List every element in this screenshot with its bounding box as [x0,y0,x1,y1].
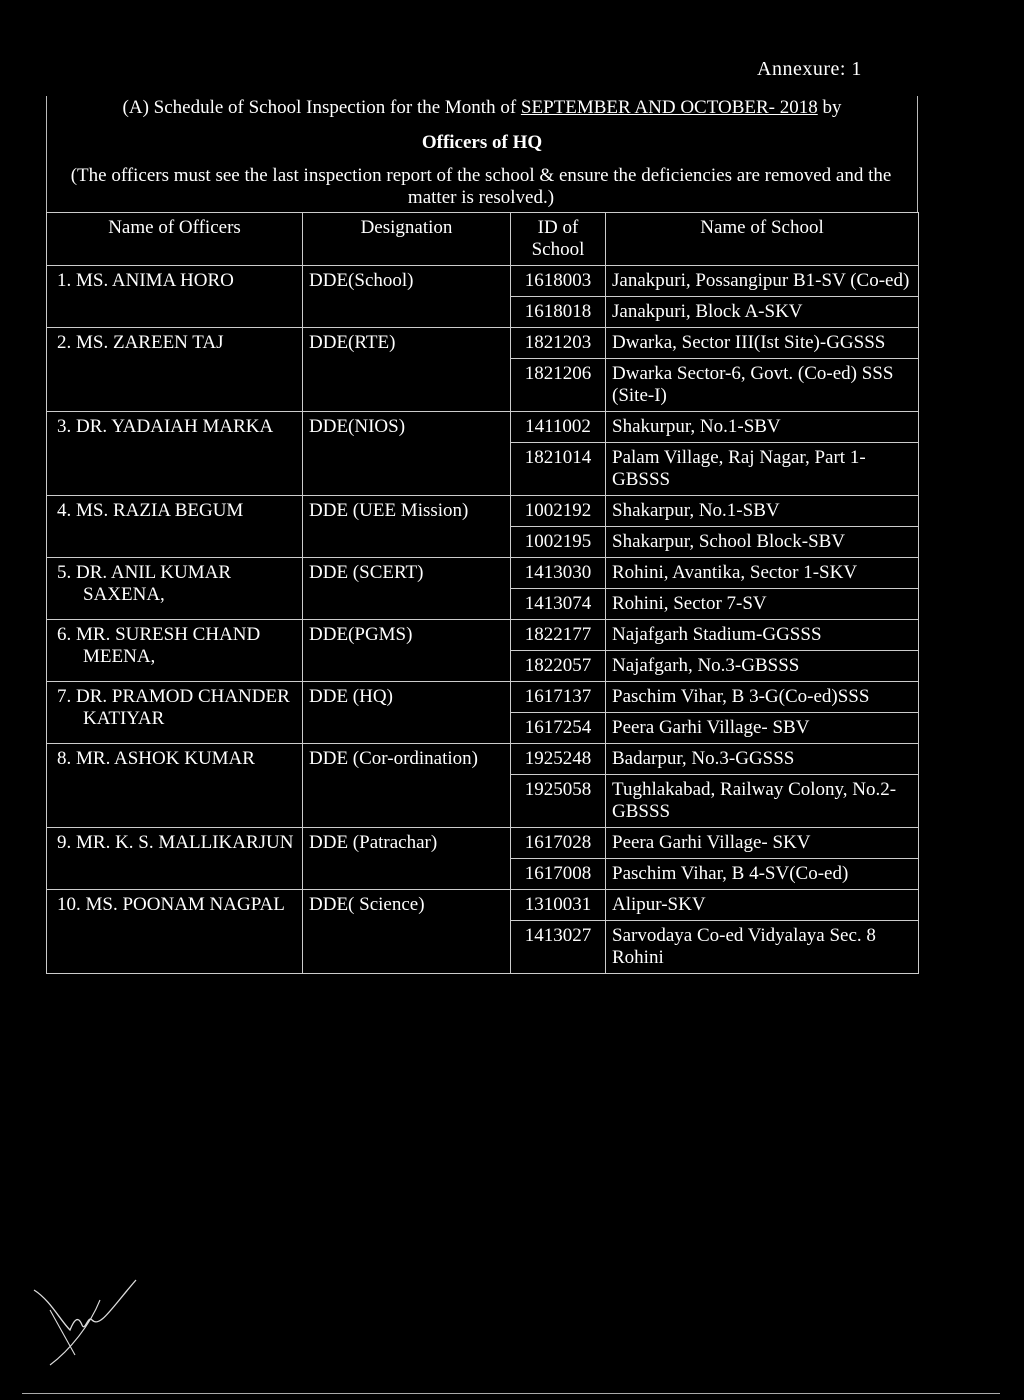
school-name: Peera Garhi Village- SKV [606,828,919,859]
school-id: 1618003 [511,266,606,297]
school-name: Paschim Vihar, B 3-G(Co-ed)SSS [606,682,919,713]
school-id: 1618018 [511,297,606,328]
school-name: Paschim Vihar, B 4-SV(Co-ed) [606,859,919,890]
school-id: 1821206 [511,359,606,412]
col-header-school-id: ID of School [511,213,606,266]
inspection-schedule-table [46,212,919,974]
table-row [47,620,919,651]
officer-name: 3. DR. YADAIAH MARKA [47,412,303,496]
school-id: 1617028 [511,828,606,859]
table-body [47,266,919,974]
school-name: Tughlakabad, Railway Colony, No.2-GBSSS [606,775,919,828]
school-id: 1413027 [511,921,606,974]
school-name: Alipur-SKV [606,890,919,921]
school-id: 1617137 [511,682,606,713]
school-name: Palam Village, Raj Nagar, Part 1-GBSSS [606,443,919,496]
table-row [47,266,919,297]
school-id: 1822057 [511,651,606,682]
school-name: Peera Garhi Village- SBV [606,713,919,744]
officer-designation: DDE (Patrachar) [303,828,511,890]
school-name: Janakpuri, Block A-SKV [606,297,919,328]
officer-name: 10. MS. POONAM NAGPAL [47,890,303,974]
school-name: Sarvodaya Co-ed Vidyalaya Sec. 8 Rohini [606,921,919,974]
school-id: 1925058 [511,775,606,828]
table-header-row [47,213,919,266]
col-header-officer: Name of Officers [47,213,303,266]
title-suffix: by [822,97,842,118]
school-name: Najafgarh, No.3-GBSSS [606,651,919,682]
document-title [47,97,917,119]
officer-designation: DDE (UEE Mission) [303,496,511,558]
officer-designation: DDE(School) [303,266,511,328]
school-name: Shakurpur, No.1-SBV [606,412,919,443]
school-id: 1822177 [511,620,606,651]
school-id: 1821014 [511,443,606,496]
title-prefix: (A) Schedule of School Inspection for the Month of [122,97,517,118]
officer-designation: DDE( Science) [303,890,511,974]
school-name: Shakarpur, School Block-SBV [606,527,919,558]
school-id: 1925248 [511,744,606,775]
annexure-label: Annexure: 1 [757,58,862,80]
school-name: Dwarka, Sector III(Ist Site)-GGSSS [606,328,919,359]
officer-name: 9. MR. K. S. MALLIKARJUN [47,828,303,890]
signature-mark [30,1270,140,1370]
school-id: 1821203 [511,328,606,359]
table-row [47,744,919,775]
school-id: 1002195 [511,527,606,558]
officer-designation: DDE(PGMS) [303,620,511,682]
school-id: 1413030 [511,558,606,589]
officer-name: 6. MR. SURESH CHAND MEENA, [47,620,303,682]
school-name: Dwarka Sector-6, Govt. (Co-ed) SSS (Site-I) [606,359,919,412]
officer-designation: DDE (Cor-ordination) [303,744,511,828]
footer-rule [22,1393,1000,1394]
col-header-designation: Designation [303,213,511,266]
table-row [47,412,919,443]
officer-designation: DDE(RTE) [303,328,511,412]
table-row [47,496,919,527]
school-name: Najafgarh Stadium-GGSSS [606,620,919,651]
school-id: 1617008 [511,859,606,890]
table-row [47,682,919,713]
school-id: 1617254 [511,713,606,744]
school-id: 1413074 [511,589,606,620]
officer-name: 5. DR. ANIL KUMAR SAXENA, [47,558,303,620]
school-name: Janakpuri, Possangipur B1-SV (Co-ed) [606,266,919,297]
school-name: Badarpur, No.3-GGSSS [606,744,919,775]
officer-name: 7. DR. PRAMOD CHANDER KATIYAR [47,682,303,744]
title-period: SEPTEMBER AND OCTOBER- 2018 [520,97,818,118]
officer-designation: DDE (SCERT) [303,558,511,620]
officer-designation: DDE (HQ) [303,682,511,744]
table-row [47,890,919,921]
officer-designation: DDE(NIOS) [303,412,511,496]
school-id: 1411002 [511,412,606,443]
school-name: Rohini, Avantika, Sector 1-SKV [606,558,919,589]
instruction-note: (The officers must see the last inspection report of the school & ensure the deficiencies are removed and the matter is resolved.) [70,165,892,208]
school-id: 1002192 [511,496,606,527]
officer-name: 2. MS. ZAREEN TAJ [47,328,303,412]
officer-name: 1. MS. ANIMA HORO [47,266,303,328]
school-name: Shakarpur, No.1-SBV [606,496,919,527]
table-row [47,558,919,589]
table-row [47,328,919,359]
officers-of-heading: Officers of HQ [421,132,543,153]
col-header-school-name: Name of School [606,213,919,266]
school-id: 1310031 [511,890,606,921]
table-row [47,828,919,859]
school-name: Rohini, Sector 7-SV [606,589,919,620]
officer-name: 8. MR. ASHOK KUMAR [47,744,303,828]
officer-name: 4. MS. RAZIA BEGUM [47,496,303,558]
